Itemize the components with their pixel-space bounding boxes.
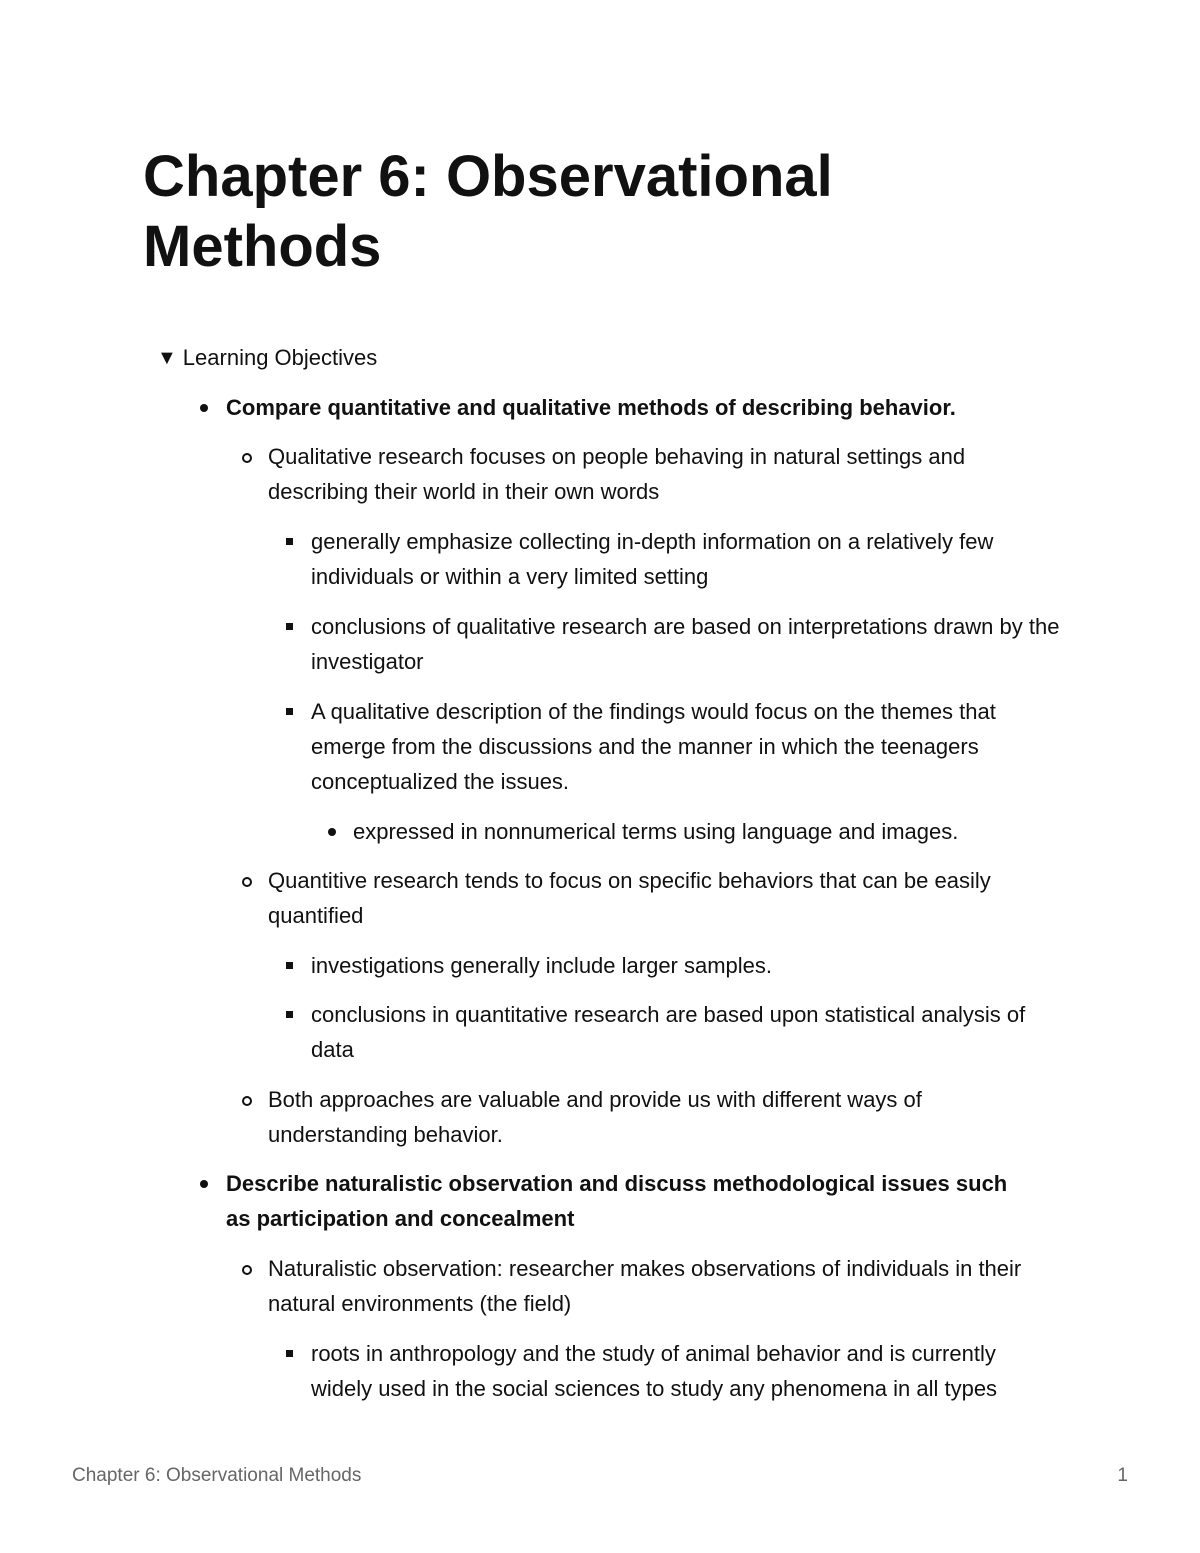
square-bullet-icon [286, 1011, 293, 1018]
square-bullet-icon [286, 708, 293, 715]
square-bullet-icon [286, 538, 293, 545]
bullet-icon [328, 828, 336, 836]
list-item: Describe naturalistic observation and discuss methodological issues such as participation and concealment [226, 1166, 1016, 1236]
list-item: Quantitive research tends to focus on specific behaviors that can be easily quantified [268, 863, 1058, 933]
page-title: Chapter 6: Observational Methods [143, 144, 833, 279]
square-bullet-icon [286, 623, 293, 630]
list-item: conclusions in quantitative research are based upon statistical analysis of data [311, 997, 1061, 1067]
list-item: Compare quantitative and qualitative methods of describing behavior. [226, 390, 1066, 425]
list-item: Naturalistic observation: researcher makes observations of individuals in their natural environments (the field) [268, 1251, 1058, 1321]
hollow-bullet-icon [242, 877, 252, 887]
toggle-label: Learning Objectives [182, 345, 378, 370]
list-item: generally emphasize collecting in-depth information on a relatively few individuals or within a very limited setting [311, 524, 1061, 594]
bullet-icon [200, 404, 208, 412]
list-item: conclusions of qualitative research are based on interpretations drawn by the investigator [311, 609, 1061, 679]
learning-objectives-toggle[interactable] [157, 343, 377, 373]
square-bullet-icon [286, 1350, 293, 1357]
square-bullet-icon [286, 962, 293, 969]
footer-title: Chapter 6: Observational Methods [72, 1465, 362, 1486]
list-item: expressed in nonnumerical terms using language and images. [353, 814, 1053, 849]
list-item: Both approaches are valuable and provide us with different ways of understanding behavior. [268, 1082, 1008, 1152]
list-item: A qualitative description of the findings would focus on the themes that emerge from the discussions and the manner in which the teenagers conceptualized the issues. [311, 694, 1061, 799]
page-number: 1 [1117, 1465, 1128, 1486]
hollow-bullet-icon [242, 1096, 252, 1106]
list-item: roots in anthropology and the study of animal behavior and is currently widely used in the social sciences to study any phenomena in all types [311, 1336, 1061, 1406]
list-item: investigations generally include larger samples. [311, 948, 1061, 983]
triangle-down-icon[interactable]: ▼ [157, 347, 177, 369]
hollow-bullet-icon [242, 1265, 252, 1275]
list-item: Qualitative research focuses on people behaving in natural settings and describing their world in their own words [268, 439, 1058, 509]
hollow-bullet-icon [242, 453, 252, 463]
bullet-icon [200, 1180, 208, 1188]
